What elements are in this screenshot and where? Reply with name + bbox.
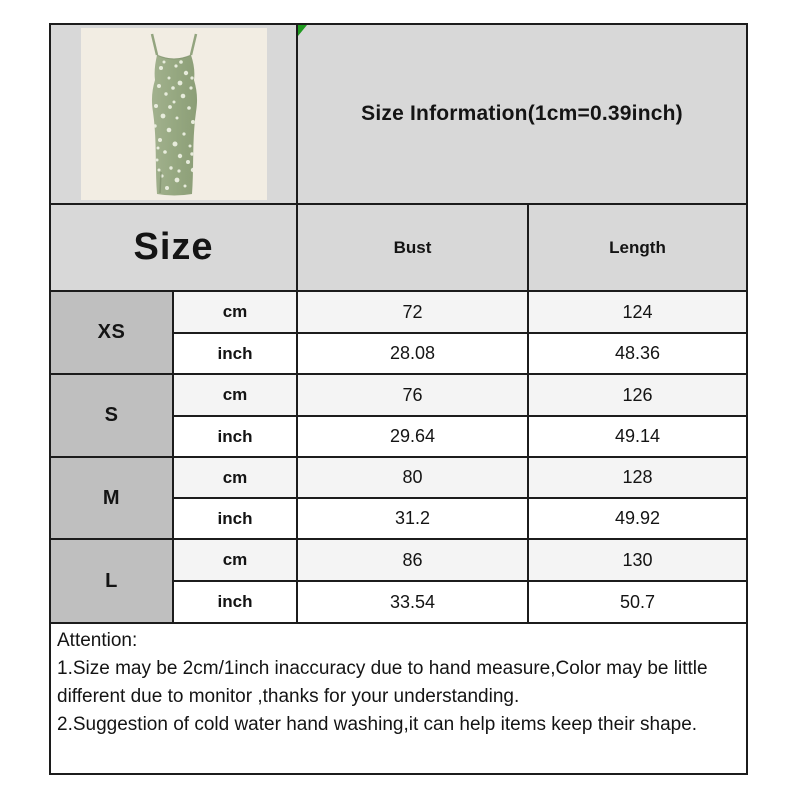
attention-section: [51, 624, 746, 773]
value-cell-m-bust-cm: [298, 458, 527, 497]
value-m-bust-cm: 80: [402, 467, 423, 487]
value-cell-s-bust-inch: [298, 417, 527, 456]
length-column-header-cell: [529, 205, 746, 290]
unit-cell-l-inch: [174, 582, 296, 622]
product-photo: [81, 28, 267, 200]
value-cell-s-length-inch: [529, 417, 746, 456]
value-cell-xs-length-inch: [529, 334, 746, 373]
value-cell-l-bust-cm: [298, 540, 527, 580]
attention-heading: Attention:: [57, 630, 138, 651]
value-s-bust-inch: 29.64: [389, 426, 436, 446]
unit-label-cm: cm: [222, 302, 248, 321]
size-label-cell-s: [51, 375, 172, 456]
size-column-header-cell: [51, 205, 296, 290]
value-s-length-cm: 126: [622, 384, 653, 405]
value-l-bust-cm: 86: [402, 549, 423, 570]
unit-label-inch: inch: [217, 592, 253, 611]
value-cell-s-bust-cm: [298, 375, 527, 415]
value-xs-bust-cm: 72: [402, 301, 423, 322]
value-s-bust-cm: 76: [402, 384, 423, 405]
size-info-title: Size Information(1cm=0.39inch): [361, 102, 683, 125]
size-label-l: L: [105, 569, 118, 592]
attention-note-2: 2.Suggestion of cold water hand washing,it can help items keep their shape.: [57, 714, 698, 735]
unit-cell-xs-cm: [174, 292, 296, 332]
unit-label-inch: inch: [217, 508, 253, 528]
value-m-length-cm: 128: [622, 467, 653, 487]
size-label-cell-xs: [51, 292, 172, 373]
cell-corner-marker: [298, 25, 307, 36]
value-cell-s-length-cm: [529, 375, 746, 415]
bust-column-header-cell: [298, 205, 527, 290]
value-cell-xs-bust-cm: [298, 292, 527, 332]
value-m-bust-inch: 31.2: [394, 508, 431, 528]
value-cell-m-length-inch: [529, 499, 746, 538]
unit-label-inch: inch: [217, 426, 253, 446]
value-l-length-cm: 130: [622, 549, 653, 570]
unit-cell-xs-inch: [174, 334, 296, 373]
size-info-title-cell: [298, 25, 746, 203]
value-cell-xs-length-cm: [529, 292, 746, 332]
size-label-m: M: [102, 486, 121, 509]
size-label-xs: XS: [97, 321, 126, 343]
value-l-bust-inch: 33.54: [389, 591, 436, 612]
value-l-length-inch: 50.7: [619, 591, 656, 612]
unit-cell-m-cm: [174, 458, 296, 497]
unit-cell-m-inch: [174, 499, 296, 538]
product-photo-cell: [51, 25, 296, 203]
attention-note-1: 1.Size may be 2cm/1inch inaccuracy due to hand measure,Color may be little different due to monitor ,thanks for your understanding.: [57, 658, 708, 707]
size-label-cell-l: [51, 540, 172, 622]
value-cell-l-bust-inch: [298, 582, 527, 622]
value-cell-l-length-cm: [529, 540, 746, 580]
value-xs-bust-inch: 28.08: [389, 343, 436, 363]
dress-graphic: [81, 28, 267, 200]
unit-label-cm: cm: [222, 385, 248, 404]
bust-column-header: Bust: [393, 237, 432, 257]
size-column-header: Size: [133, 226, 214, 268]
unit-label-cm: cm: [222, 467, 248, 487]
value-m-length-inch: 49.92: [614, 508, 661, 528]
value-cell-xs-bust-inch: [298, 334, 527, 373]
value-cell-l-length-inch: [529, 582, 746, 622]
size-label-s: S: [104, 404, 119, 426]
value-xs-length-inch: 48.36: [614, 343, 661, 363]
size-label-cell-m: [51, 458, 172, 538]
unit-cell-l-cm: [174, 540, 296, 580]
size-information-table: [49, 23, 748, 775]
unit-cell-s-cm: [174, 375, 296, 415]
unit-cell-s-inch: [174, 417, 296, 456]
length-column-header: Length: [609, 237, 666, 257]
unit-label-cm: cm: [222, 550, 248, 569]
value-cell-m-length-cm: [529, 458, 746, 497]
value-xs-length-cm: 124: [622, 301, 653, 322]
value-s-length-inch: 49.14: [614, 426, 661, 446]
unit-label-inch: inch: [217, 343, 253, 363]
value-cell-m-bust-inch: [298, 499, 527, 538]
